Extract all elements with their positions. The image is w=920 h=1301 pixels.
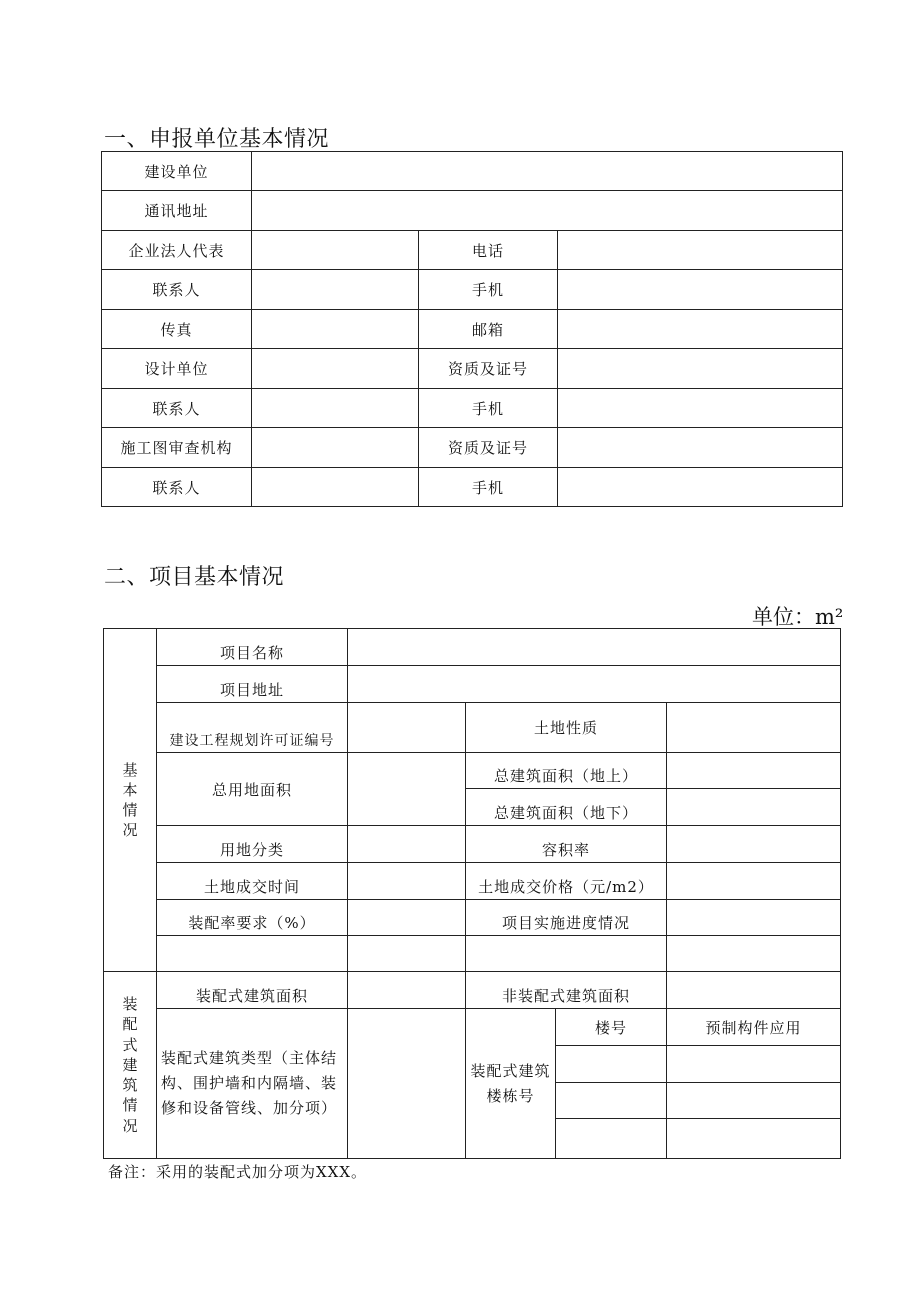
mobile2-field[interactable] [558,389,843,428]
contact2-label: 联系人 [102,389,252,428]
extra-field-3[interactable] [466,936,667,972]
land-deal-price-label: 土地成交价格（元/m2） [466,863,667,900]
address-label: 通讯地址 [102,191,252,231]
non-prefab-area-field[interactable] [667,972,841,1009]
extra-field-2[interactable] [348,936,466,972]
plot-ratio-label: 容积率 [466,826,667,863]
phone-label: 电话 [419,231,558,270]
phone-field[interactable] [558,231,843,270]
land-category-label: 用地分类 [157,826,348,863]
contact3-label: 联系人 [102,468,252,507]
contact1-label: 联系人 [102,270,252,310]
progress-field[interactable] [667,900,841,936]
basic-group-label: 基本情况 [104,629,157,972]
contact3-field[interactable] [252,468,419,507]
mobile1-field[interactable] [558,270,843,310]
non-prefab-area-label: 非装配式建筑面积 [466,972,667,1009]
email-label: 邮箱 [419,310,558,349]
project-name-label: 项目名称 [157,629,348,666]
component-cell-1[interactable] [667,1046,841,1083]
project-address-field[interactable] [348,666,841,703]
contact1-field[interactable] [252,270,419,310]
prefab-type-field[interactable] [348,1009,466,1159]
total-floor-below-field[interactable] [667,789,841,826]
designer-label: 设计单位 [102,349,252,389]
component-cell-3[interactable] [667,1119,841,1159]
project-name-field[interactable] [348,629,841,666]
building-no-header: 楼号 [556,1009,667,1046]
permit-no-field[interactable] [348,703,466,753]
legal-rep-label: 企业法人代表 [102,231,252,270]
prefab-rate-label: 装配率要求（%） [157,900,348,936]
prefab-area-field[interactable] [348,972,466,1009]
fax-field[interactable] [252,310,419,349]
building-no-cell-2[interactable] [556,1083,667,1119]
land-nature-label: 土地性质 [466,703,667,753]
review-org-label: 施工图审查机构 [102,428,252,468]
extra-field-4[interactable] [667,936,841,972]
review-org-field[interactable] [252,428,419,468]
qualification1-label: 资质及证号 [419,349,558,389]
qualification2-label: 资质及证号 [419,428,558,468]
footnote: 备注：采用的装配式加分项为XXX。 [108,1163,368,1181]
land-deal-price-field[interactable] [667,863,841,900]
land-category-field[interactable] [348,826,466,863]
land-deal-time-field[interactable] [348,863,466,900]
total-floor-above-field[interactable] [667,753,841,789]
prefab-rate-field[interactable] [348,900,466,936]
land-nature-field[interactable] [667,703,841,753]
legal-rep-field[interactable] [252,231,419,270]
qualification2-field[interactable] [558,428,843,468]
mobile3-label: 手机 [419,468,558,507]
section2-title: 二、项目基本情况 [104,565,285,590]
prefab-type-label: 装配式建筑类型（主体结构、围护墙和内隔墙、装修和设备管线、加分项） [157,1009,348,1159]
total-land-area-field[interactable] [348,753,466,826]
component-cell-2[interactable] [667,1083,841,1119]
builder-label: 建设单位 [102,152,252,191]
project-info-table [103,628,841,1159]
unit-label: 单位：m² [752,605,844,629]
section1-title: 一、申报单位基本情况 [104,127,330,152]
builder-field[interactable] [252,152,843,191]
prefab-group-label: 装配式建筑情况 [104,972,157,1159]
extra-field-1[interactable] [157,936,348,972]
land-deal-time-label: 土地成交时间 [157,863,348,900]
prefab-area-label: 装配式建筑面积 [157,972,348,1009]
prefab-building-no-label: 装配式建筑楼栋号 [466,1009,556,1159]
permit-no-label: 建设工程规划许可证编号 [157,703,348,753]
email-field[interactable] [558,310,843,349]
qualification1-field[interactable] [558,349,843,389]
project-address-label: 项目地址 [157,666,348,703]
mobile1-label: 手机 [419,270,558,310]
progress-label: 项目实施进度情况 [466,900,667,936]
address-field[interactable] [252,191,843,231]
total-land-area-label: 总用地面积 [157,753,348,826]
component-header: 预制构件应用 [667,1009,841,1046]
fax-label: 传真 [102,310,252,349]
building-no-cell-1[interactable] [556,1046,667,1083]
applicant-info-table [101,151,843,507]
total-floor-below-label: 总建筑面积（地下） [466,789,667,826]
contact2-field[interactable] [252,389,419,428]
mobile2-label: 手机 [419,389,558,428]
mobile3-field[interactable] [558,468,843,507]
building-no-cell-3[interactable] [556,1119,667,1159]
total-floor-above-label: 总建筑面积（地上） [466,753,667,789]
plot-ratio-field[interactable] [667,826,841,863]
designer-field[interactable] [252,349,419,389]
